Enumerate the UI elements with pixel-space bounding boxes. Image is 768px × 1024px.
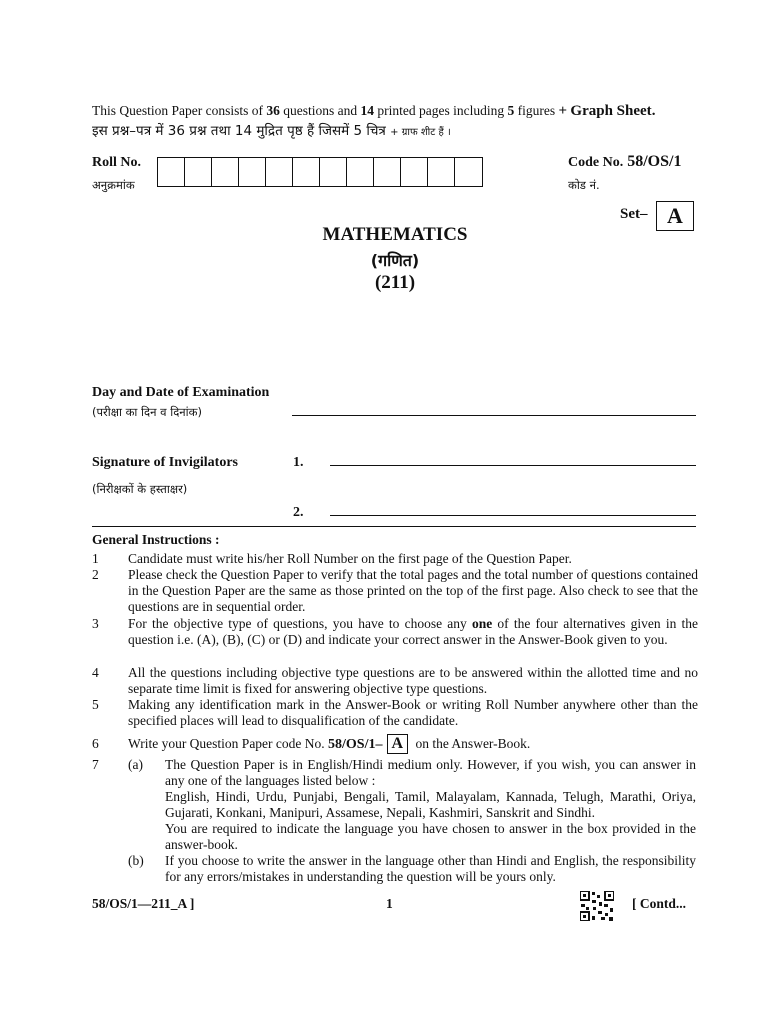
roll-number-boxes[interactable] xyxy=(157,157,483,187)
set-label: Set– xyxy=(620,206,648,222)
roll-cell[interactable] xyxy=(374,158,401,186)
instruction-item: 1 Candidate must write his/her Roll Number on the first page of the Question Paper. xyxy=(92,551,572,566)
qr-code-icon xyxy=(580,891,614,921)
instructions-divider xyxy=(92,526,696,527)
subject-code: (211) xyxy=(374,272,416,293)
code-label-hindi: कोड नं. xyxy=(568,178,600,192)
subject-title: MATHEMATICS xyxy=(322,224,468,245)
instruction-item: 6 Write your Question Paper code No. 58/OS/1– A on the Answer-Book. xyxy=(92,735,531,752)
roll-cell[interactable] xyxy=(239,158,266,186)
instruction-item: 7 (a) The Question Paper is in English/Hindi medium only. However, if you wish, you can answer in any one of the languages listed below : English, Hindi, Urdu, Punjabi, Bengali, Tamil, Malayalam, Kannada, Telugh, Marathi, Oriya, Gujarati, Konkani, Manipuri, Assamese, Nepali, Kashmiri, Sanskrit and Sindhi. You are required to indicate the language you have chosen to answer in the box provided in the answer-book. (b) If you choose to write the answer in the language other than Hindi and English, the responsibility for any errors/mistakes in understanding the question will be yours only. xyxy=(92,757,696,884)
invigilator-2-number: 2. xyxy=(293,505,304,520)
roll-cell[interactable] xyxy=(347,158,374,186)
instruction-item: 4 All the questions including objective type questions are to be answered within the allotted time and no separate time limit is fixed for answering objective type questions. xyxy=(92,665,698,696)
code-answer-box: A xyxy=(387,734,409,754)
paper-summary-hindi: इस प्रश्न–पत्र में 36 प्रश्न तथा 14 मुद्रित पृष्ठ हैं जिसमें 5 चित्र + ग्राफ शीट हैं । xyxy=(92,123,451,139)
roll-cell[interactable] xyxy=(293,158,320,186)
roll-cell[interactable] xyxy=(401,158,428,186)
page-number: 1 xyxy=(386,896,393,911)
roll-cell[interactable] xyxy=(428,158,455,186)
roll-cell[interactable] xyxy=(158,158,185,186)
roll-no-label-hindi: अनुक्रमांक xyxy=(92,178,135,192)
roll-cell[interactable] xyxy=(320,158,347,186)
invigilators-label: Signature of Invigilators xyxy=(92,455,238,470)
invigilator-1-line[interactable] xyxy=(330,465,696,466)
instruction-item: 3 For the objective type of questions, you have to choose any one of the four alternatives given in the question i.e. (A), (B), (C) or (D) and indicate your correct answer in the Answer-Book given to you. xyxy=(92,616,699,647)
subject-title-hindi: (गणित) xyxy=(370,251,420,270)
code-number: Code No. 58/OS/1 xyxy=(568,153,682,170)
exam-date-label: Day and Date of Examination xyxy=(92,385,270,400)
instructions-heading: General Instructions : xyxy=(92,532,220,547)
paper-summary-line: This Question Paper consists of 36 questions and 14 printed pages including 5 figures + Graph Sheet. xyxy=(92,103,656,119)
footer-code: 58/OS/1—211_A ] xyxy=(92,896,195,911)
invigilator-2-line[interactable] xyxy=(330,515,696,516)
roll-cell[interactable] xyxy=(455,158,482,186)
roll-no-label: Roll No. xyxy=(92,155,141,170)
continued-label: [ Contd... xyxy=(632,896,687,911)
invigilators-label-hindi: (निरीक्षकों के हस्ताक्षर) xyxy=(92,482,188,496)
exam-date-label-hindi: (परीक्षा का दिन व दिनांक) xyxy=(92,405,202,419)
invigilator-1-number: 1. xyxy=(293,455,304,470)
instruction-item: 5 Making any identification mark in the Answer-Book or writing Roll Number anywhere other than the specified places will lead to disqualification of the candidate. xyxy=(92,697,698,728)
roll-cell[interactable] xyxy=(185,158,212,186)
instruction-item: 2 Please check the Question Paper to verify that the total pages and the total number of questions contained in the Question Paper are the same as those printed on the top of the first page. Also check to see that the questions are in sequential order. xyxy=(92,567,698,614)
exam-date-line[interactable] xyxy=(292,415,696,416)
roll-cell[interactable] xyxy=(266,158,293,186)
roll-cell[interactable] xyxy=(212,158,239,186)
set-box: A xyxy=(656,201,694,231)
